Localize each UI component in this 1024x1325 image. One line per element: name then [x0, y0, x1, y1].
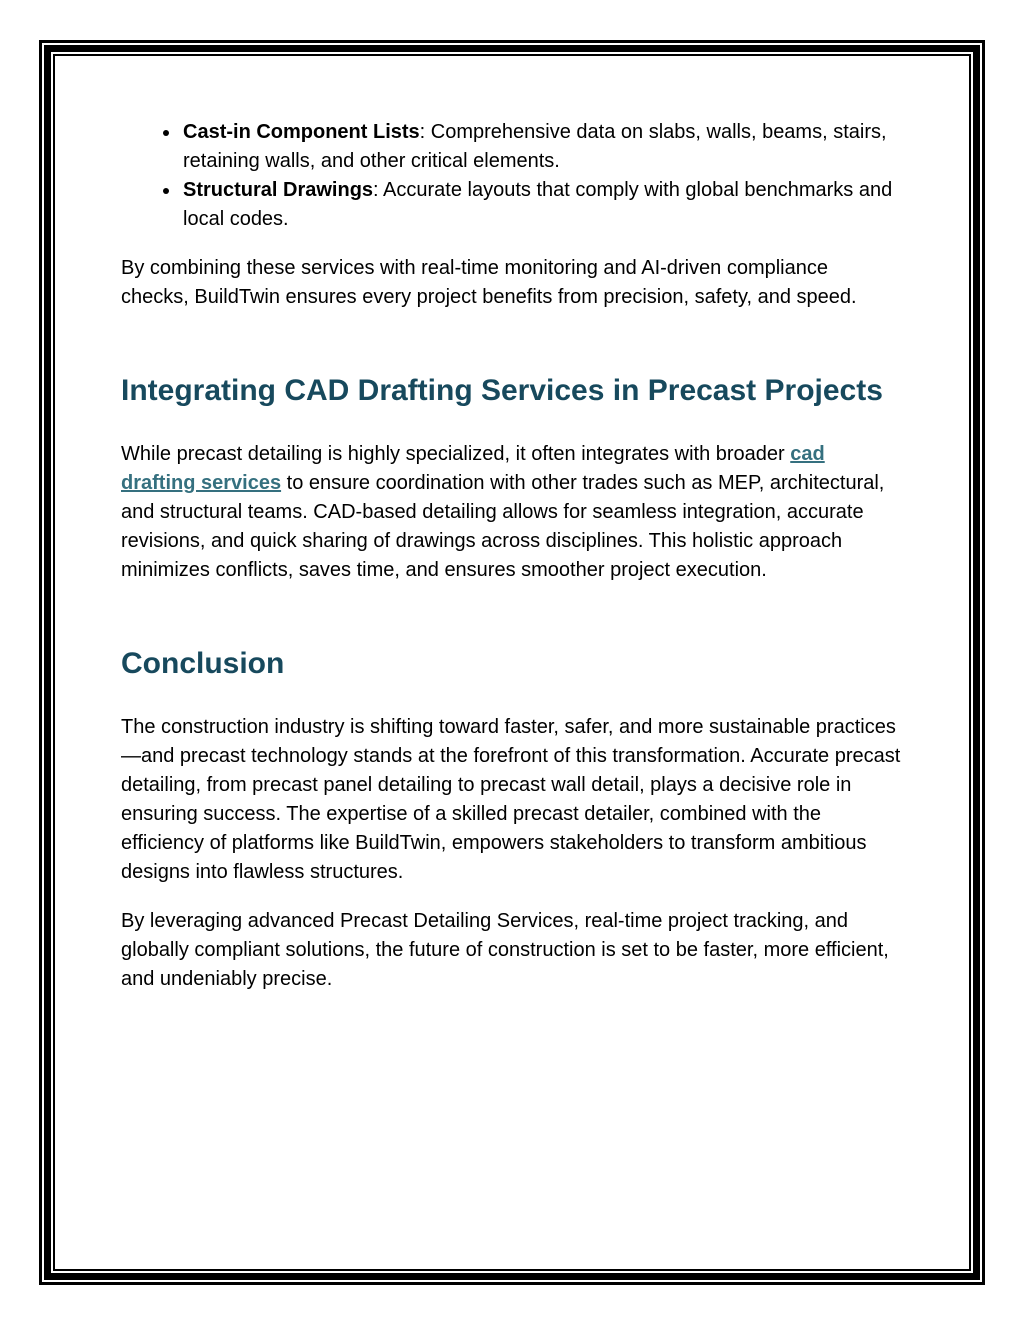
page-content-area: [53, 54, 971, 1271]
bullet-desc: : Accurate layouts that comply with global benchmarks and local codes.: [183, 179, 893, 230]
paragraph-conclusion-2: By leveraging advanced Precast Detailing Services, real-time project tracking, and globally compliant solutions, the future of construction is set to be faster, more efficient, and undeniably precise.: [121, 910, 889, 990]
heading-conclusion: Conclusion: [121, 647, 285, 680]
list-item-cast-in-components: [181, 118, 901, 176]
cad-drafting-services-link[interactable]: cad drafting services: [121, 443, 825, 494]
bullet-term: Structural Drawings: [183, 179, 374, 201]
bullet-desc: : Comprehensive data on slabs, walls, beams, stairs, retaining walls, and other critical elements.: [183, 121, 887, 172]
bullet-list: [121, 118, 901, 234]
paragraph-integration: [121, 440, 901, 585]
paragraph-compliance: By combining these services with real-time monitoring and AI-driven compliance checks, BuildTwin ensures every project benefits from precision, safety, and speed.: [121, 257, 857, 308]
bullet-term: Cast-in Component Lists: [183, 121, 420, 143]
paragraph-integration-post: to ensure coordination with other trades such as MEP, architectural, and structural teams. CAD-based detailing allows for seamless integration, accurate revisions, and quick sharing of drawings across disciplines. This holistic approach minimizes conflicts, saves time, and ensures smoother project execution.: [121, 472, 885, 581]
paragraph-integration-pre: While precast detailing is highly specialized, it often integrates with broader: [121, 443, 791, 465]
paragraph-conclusion-1: The construction industry is shifting toward faster, safer, and more sustainable practices—and precast technology stands at the forefront of this transformation. Accurate precast detailing, from precast panel detailing to precast wall detail, plays a decisive role in ensuring success. The expertise of a skilled precast detailer, combined with the efficiency of platforms like BuildTwin, empowers stakeholders to transform ambitious designs into flawless structures.: [121, 716, 901, 883]
page-border-frame: [39, 40, 985, 1285]
list-item-structural-drawings: [181, 176, 901, 234]
page-border-frame-mid: [44, 45, 980, 1280]
heading-integrating-cad-drafting: Integrating CAD Drafting Services in Precast Projects: [121, 374, 883, 407]
